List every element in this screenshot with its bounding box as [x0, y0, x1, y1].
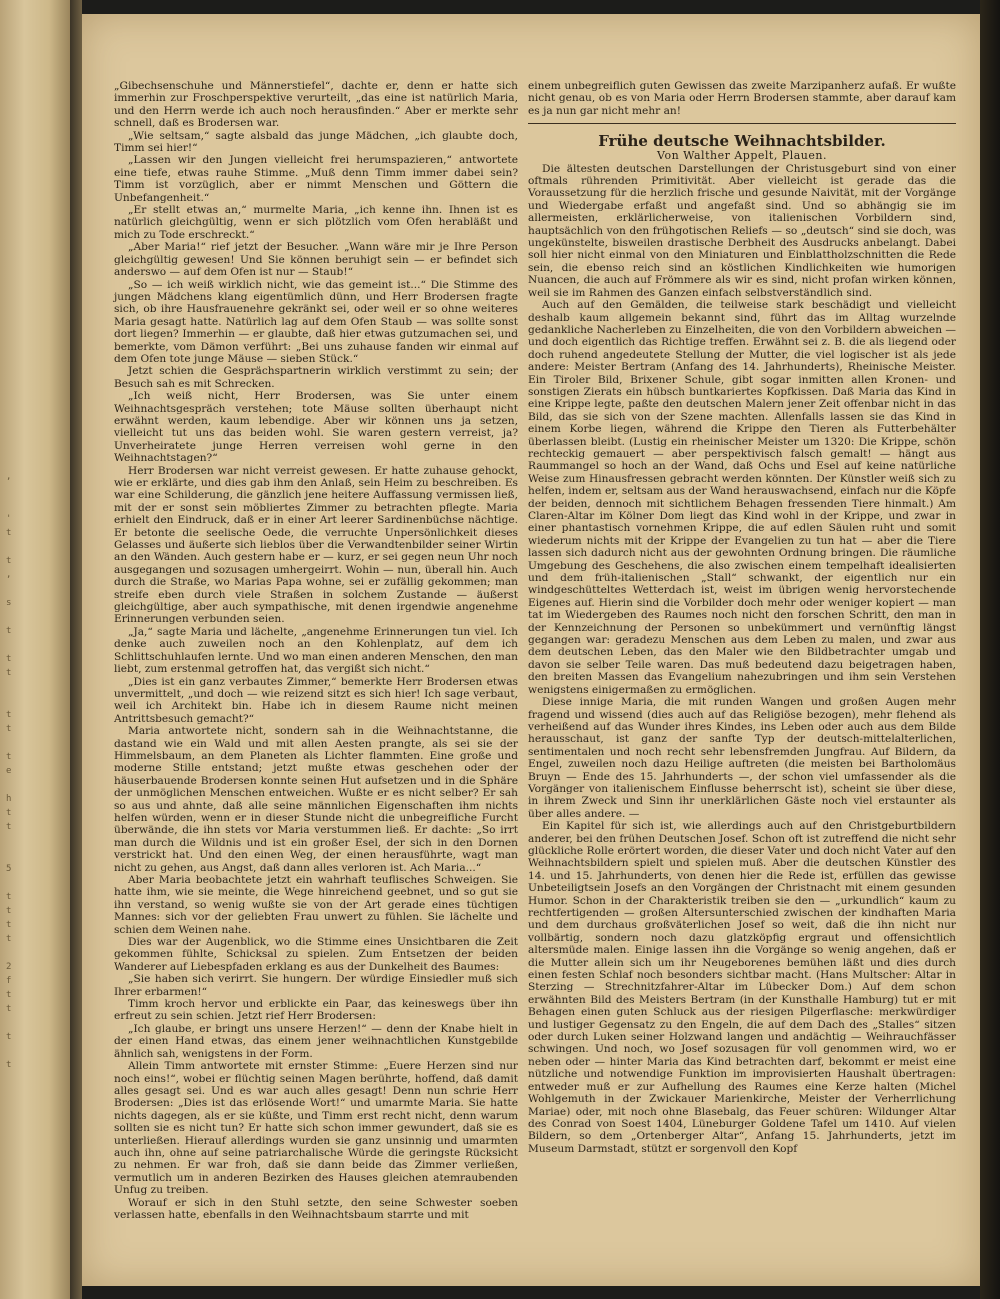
story-paragraph: Jetzt schien die Gesprächspartnerin wirklich verstimmt zu sein; der Besuch sah es mit Schrecken. [114, 365, 518, 390]
article-title: Frühe deutsche Weihnachtsbilder. [598, 132, 886, 151]
story-column [114, 80, 518, 1221]
story-paragraph: „So — ich weiß wirklich nicht, wie das gemeint ist...“ Die Stimme des jungen Mädchens klang eigentümlich dünn, und Herr Brodersen fragte sich, ob ihre Hausfrauenehre gekränkt sei, oder weil er so ohne weiteres Maria gesagt hatte. Natürlich lag auf dem Ofen Staub — was sollte sonst dort liegen? Immerhin — er glaubte, daß hier etwas gutzumachen sei, und bemerkte, vom Dämon verführt: „Bei uns zuhause fanden wir einmal auf dem Ofen tote junge Mäuse — sieben Stück.“ [114, 278, 518, 365]
story-paragraph: „Wie seltsam,“ sagte alsbald das junge Mädchen, „ich glaubte doch, Timm sei hier!“ [114, 129, 518, 155]
story-paragraph: „Ich glaube, er bringt uns unsere Herzen!“ — denn der Knabe hielt in der einen Hand etwas, das einem jener weihnachtlichen Kunstgebilde ähnlich sah, wenigstens in der Form. [114, 1022, 518, 1060]
newspaper-page [82, 14, 980, 1286]
story-paragraph: „Ich weiß nicht, Herr Brodersen, was Sie unter einem Weihnachtsgespräch verstehen; tote Mäuse sollten überhaupt nicht erwähnt werden, kaum lebendige. Aber wir können uns ja setzen, vielleicht tut uns das beiden wohl. Sie waren gestern verreist, ja? Unverheiratete junge Herren verreisen wohl gerne in den Weihnachtstagen?“ [114, 390, 518, 465]
story-continuation: einem unbegreiflich guten Gewissen das zweite Marzipanherz aufaß. Er wußte nicht genau, ob es von Maria oder Herrn Brodersen stammte, aber darauf kam es ja nun gar nicht mehr an! [528, 80, 956, 117]
article-paragraph: Ein Kapitel für sich ist, wie allerdings auch auf den Christgeburtbildern anderer, bei den frühen Deutschen Josef. Schon oft ist zutreffend die nicht sehr glückliche Rolle erörtert worden, die dieser Vater und doch nicht Vater auf den Weihnachtsbildern spielt und spielen muß. Aber die deutschen Künstler des 14. und 15. Jahrhunderts, von denen hier die Rede ist, erfüllen das gewisse Unbeteiligtsein Josefs an den Vorgängen der Christnacht mit einem gesunden Humor. Schon in der Charakteristik treiben sie den — „urkundlich“ kaum zu rechtfertigenden — großen Altersunterschied zwischen der kindhaften Maria und dem durchaus großväterlichen Josef so weit, daß die ihn nicht nur vollbärtig, sondern noch dazu glatzköpfig ergraut und offensichtlich altersmüde malen. Einige lassen ihn die Vorgänge so wenig angehen, daß er die Mutter allein sich um ihr Neugeborenes bemühen läßt und dies durch einen festen Schlaf noch besonders sichtbar macht. (Hans Multscher: Altar in Sterzing — Strechnitzfahrer-Altar im Lübecker Dom.) Auf dem schon erwähnten Bild des Meisters Bertram (in der Kunsthalle Hamburg) tut er mit Behagen einen guten Schluck aus der riesigen Pilgerflasche: merkwürdiger und lustiger Gegensatz zu den Engeln, die auf dem Dach des „Stalles“ sitzen oder durch Luken seiner Holzwand langen und andächtig — Weihrauchfässer schwingen. Und noch, wo Josef sozusagen für voll genommen wird, wo er neben oder — hinter Maria das Kind betrachten darf, bekommt er meist eine nützliche und notwendige Funktion im improvisierten Haushalt übertragen: entweder muß er zur Aufhellung des Raumes eine Kerze halten (Michel Wohlgemuth in der Zwickauer Marienkirche, Meister der Verherrlichung Mariae) oder, mit noch ohne Blasebalg, das Feuer schüren: Wildunger Altar des Conrad von Soest 1404, Lüneburger Goldene Tafel um 1410. Auf vielen Bildern, so dem „Ortenberger Altar“, Anfang 15. Jahrhunderts, jetzt im Museum Darmstadt, stützt er sorgenvoll den Kopf [528, 820, 956, 1155]
article-paragraph: Diese innige Maria, die mit runden Wangen und großen Augen mehr fragend und wissend (dies auch auf das Religiöse bezogen), mehr flehend als verheißend auf das Wunder ihres Kindes, ins Leben oder auch aus dem Bilde herausschaut, ist ganz der sanfte Typ der deutsch-mittelalterlichen, sentimentalen und noch recht sehr lebensfremden Jungfrau. Auf Bildern, da Engel, zuweilen noch dazu Heilige auftreten (die meisten bei Bartholomäus Bruyn — Ende des 15. Jahrhunderts —, der schon viel umfassender als die Vorgänger von italienischem Einflusse beherrscht ist), scheint sie über diese, in ihrem Zweck und Sinn ihr unerklärlichen Gäste noch viel erstaunter als über alles andere. — [528, 696, 956, 820]
story-paragraph: Timm kroch hervor und erblickte ein Paar, das keineswegs über ihn erfreut zu sein schien. Jetzt rief Herr Brodersen: [114, 998, 518, 1023]
story-paragraph: Maria antwortete nicht, sondern sah in die Weihnachtstanne, die dastand wie ein Wald und mit allen Aesten prangte, als sei sie der Himmelsbaum, an dem Planeten als Lichter flammten. Eine große und moderne Stille entstand; jetzt mußte etwas geschehen oder der häuserbauende Brodersen konnte seinen Hut aufsetzen und in die Sphäre der unmöglichen Menschen entweichen. Wußte er es nicht selber? Er sah so aus und ahnte, daß alle seine männlichen Eigenschaften ihm nichts helfen würden, wenn er in dieser Stunde nicht die unbegreifliche Furcht überwände, die ihn stets vor Maria verstummen ließ. Er dachte: „So irrt man durch die Wildnis und ist ein großer Esel, der sich in den Dornen verstrickt hat. Und den einen Weg, der einen herausführte, wagt man nicht zu gehen, aus Angst, daß dann alles verloren ist. Ach Maria...“ [114, 725, 518, 874]
story-paragraph: „Ja,“ sagte Maria und lächelte, „angenehme Erinnerungen tun viel. Ich denke auch zuweilen noch an den Kohlenplatz, auf dem ich Schlittschuhlaufen lernte. Und wo man einen anderen Menschen, den man liebt, zum erstenmal getroffen hat, das vergißt sich nicht.“ [114, 625, 518, 676]
story-paragraph: „Aber Maria!“ rief jetzt der Besucher. „Wann wäre mir je Ihre Person gleichgültig gewesen! Und Sie können beruhigt sein — er befindet sich anderswo — auf dem Ofen ist nur — Staub!“ [114, 241, 518, 279]
story-paragraph: Dies war der Augenblick, wo die Stimme eines Unsichtbaren die Zeit gekommen fühlte, Schicksal zu spielen. Zum Entsetzen der beiden Wanderer auf Liebespfaden erklang es aus der Dunkelheit des Baumes: [114, 936, 518, 973]
story-paragraph: Aber Maria beobachtete jetzt ein wahrhaft teuflisches Schweigen. Sie hatte ihm, wie sie meinte, die Wege hinreichend geebnet, und so gut sie ihn verstand, so wenig wußte sie von der Art gerade eines tüchtigen Mannes: sich vor der geliebten Frau unwert zu fühlen. Sie lächelte und schien dem Weinen nahe. [114, 874, 518, 936]
article-byline: Von Walther Appelt, Plauen. [657, 149, 827, 163]
story-paragraph: „Lassen wir den Jungen vielleicht frei herumspazieren,“ antwortete eine tiefe, etwas rauhe Stimme. „Muß denn Timm immer dabei sein? Timm ist vorzüglich, aber er nimmt Menschen und Göttern die Unbefangenheit.“ [114, 154, 518, 204]
page-edge [980, 0, 1000, 1299]
book-binding [0, 0, 70, 1299]
story-paragraph: Herr Brodersen war nicht verreist gewesen. Er hatte zuhause gehockt, wie er erklärte, und dies gab ihm den Anlaß, sein Heim zu beschreiben. Es war eine Schilderung, die gänzlich jene heitere Auffassung vermissen ließ, mit der er sonst sein möbliertes Zimmer zu betrachten pflegte. Maria erhielt den Eindruck, daß er in einer Art leerer Sardinenbüchse nächtige. Er betonte die seelische Oede, die verruchte Unpersönlichkeit dieses Gelasses und äußerte sich lieblos über die Verwandtenbilder seiner Wirtin an den Wänden. Auch gestern habe er — kurz, er sei gegen neun Uhr noch ausgegangen und sozusagen umhergeirrt. Wohin — nun, überall hin. Auch durch die Straße, wo Marias Papa wohne, sei er zufällig gekommen; man streife eben durch viele Straßen in solchem Zustande — äußerst gleichgültige, aber auch sympathische, mit denen irgendwie angenehme Erinnerungen verbunden seien. [114, 464, 518, 626]
article-paragraph: Auch auf den Gemälden, die teilweise stark beschädigt und vielleicht deshalb kaum allgemein bekannt sind, führt das im Alltag wurzelnde gedankliche Nacherleben zu Einzelheiten, die von den Vorbildern abweichen — und doch eigentlich das Richtige treffen. Erwähnt sei z. B. die als liegend oder doch ruhend angedeutete Stellung der Mutter, die viel logischer ist als jede andere: Meister Bertram (Anfang des 14. Jahrhunderts), Rheinische Meister. Ein Tiroler Bild, Brixener Schule, gibt sogar inmitten allen Kronen- und sonstigen Zierats ein hübsch buntkariertes Kopfkissen. Daß Maria das Kind in eine Krippe legte, paßte den deutschen Malern jener Zeit offenbar nicht in das Bild, das sie sich von der Szene machten. Allenfalls lassen sie das Kind in einem Korbe liegen, während die Krippe den Tieren als Futterbehälter überlassen bleibt. (Lustig ein rheinischer Meister um 1320: Die Krippe, schön rechteckig gemauert — aber perspektivisch falsch gemalt! — hängt aus Raummangel so hoch an der Wand, daß Ochs und Esel auf keine natürliche Weise zum Hinausfressen gebracht werden könnten. Der Künstler weiß sich zu helfen, indem er, seltsam aus der Wand herauswachsend, einfach nur die Köpfe der beiden, dennoch mit sichtlichem Behagen fressenden Tiere hinmalt.) Am Claren-Altar im Kölner Dom liegt das Kind wohl in der Krippe, und zwar in einer phantastisch vornehmen Krippe, die auf edlen Säulen ruht und somit wiederum nichts mit der Krippe der Evangelien zu tun hat — aber die Tiere lassen sich dadurch nicht aus der gewohnten Ordnung bringen. Die räumliche Umgebung des Geschehens, die also zwischen einem tempelhaft idealisierten und dem früh-italienischen „Stall“ schwankt, der eigentlich nur ein windgeschütteltes Wetterdach ist, weist im übrigen wenig hervorstechende Eigenes auf. Hierin sind die Vorbilder doch mehr oder weniger kopiert — man tat im Wiedergeben des Raumes noch nicht den forschen Schritt, den man in der Kennzeichnung der Personen so unbekümmert und vernünftig längst gegangen war: geradezu Menschen aus dem Leben zu malen, und zwar aus dem deutschen Leben, das den Maler wie den Bildbetrachter umgab und davon sie selber Teile waren. Das muß bedeutend dazu beigetragen haben, den breiten Massen das Evangelium nahezubringen und ihm sein Verstehen wenigstens einigermaßen zu ermöglichen. [528, 299, 956, 696]
story-paragraph: „Er stellt etwas an,“ murmelte Maria, „ich kenne ihn. Ihnen ist es natürlich gleichgültig, wenn er sich plötzlich vom Ofen herabläßt und mich zu Tode erschreckt.“ [114, 204, 518, 241]
section-divider [528, 123, 956, 124]
binding-marks: , ' t t , s t t t t t t e h t t 5 t t t t 2 f t t t t [6, 472, 12, 1070]
story-paragraph: Allein Timm antwortete mit ernster Stimme: „Euere Herzen sind nur noch eins!“, wobei er flüchtig seinen Magen berührte, hoffend, daß damit alles gesagt sei. Und es war auch alles gesagt! Denn nun schrie Herr Brodersen: „Dies ist das erlösende Wort!“ und umarmte Maria. Sie hatte nichts dagegen, als er sie küßte, und Timm erst recht nicht, denn warum sollten sie es nicht tun? Er hatte sich schon immer gewundert, daß sie es unterließen. Hierauf allerdings wurden sie ganz unsinnig und umarmten auch ihn, ohne auf seine patriarchalische Würde die geringste Rücksicht zu nehmen. Er war froh, daß sie dann beide das Zimmer verließen, vermutlich um in anderen Bezirken des Hauses gleichen atemraubenden Unfug zu treiben. [114, 1060, 518, 1197]
article-paragraph: Die ältesten deutschen Darstellungen der Christusgeburt sind von einer oftmals rührenden Primitivität. Aber vielleicht ist gerade das die Voraussetzung für die herzlich frische und gesunde Naivität, mit der Vorgänge und Wiedergabe erfaßt und angefaßt sind. Und so abhängig sie im allermeisten, erklärlicherweise, von italienischen Vorbildern sind, hauptsächlich von den frühgotischen Reliefs — so „deutsch“ sind sie doch, was ungekünstelte, bisweilen drastische Derbheit des Ausdrucks anbelangt. Dabei soll hier nicht einmal von den Miniaturen und Einblattholzschnitten die Rede sein, die ebenso reich sind an köstlichen Kindlichkeiten wie humorigen Nuancen, die auch auf Frömmere als wir es sind, nicht profan wirken können, weil sie im Rahmen des Ganzen einfach selbstverständlich sind. [528, 162, 956, 299]
page-gutter [70, 0, 82, 1299]
story-paragraph: „Dies ist ein ganz verbautes Zimmer,“ bemerkte Herr Brodersen etwas unvermittelt, „und doch — wie reizend sitzt es sich hier! Ich sage verbaut, weil ich Architekt bin. Habe ich in diesem Raume nicht meinen Antrittsbesuch gemacht?“ [114, 675, 518, 725]
story-paragraph: „Gibechsenschuhe und Männerstiefel“, dachte er, denn er hatte sich immerhin zur Froschperspektive verurteilt, „das eine ist natürlich Maria, und den Herrn werde ich auch noch herausfinden.“ Aber er merkte sehr schnell, daß es Brodersen war. [114, 80, 518, 130]
story-paragraph: Worauf er sich in den Stuhl setzte, den seine Schwester soeben verlassen hatte, ebenfalls in den Weihnachtsbaum starrte und mit [114, 1196, 518, 1221]
article-column [528, 80, 956, 1155]
story-paragraph: „Sie haben sich verirrt. Sie hungern. Der würdige Einsiedler muß sich Ihrer erbarmen!“ [114, 973, 518, 998]
